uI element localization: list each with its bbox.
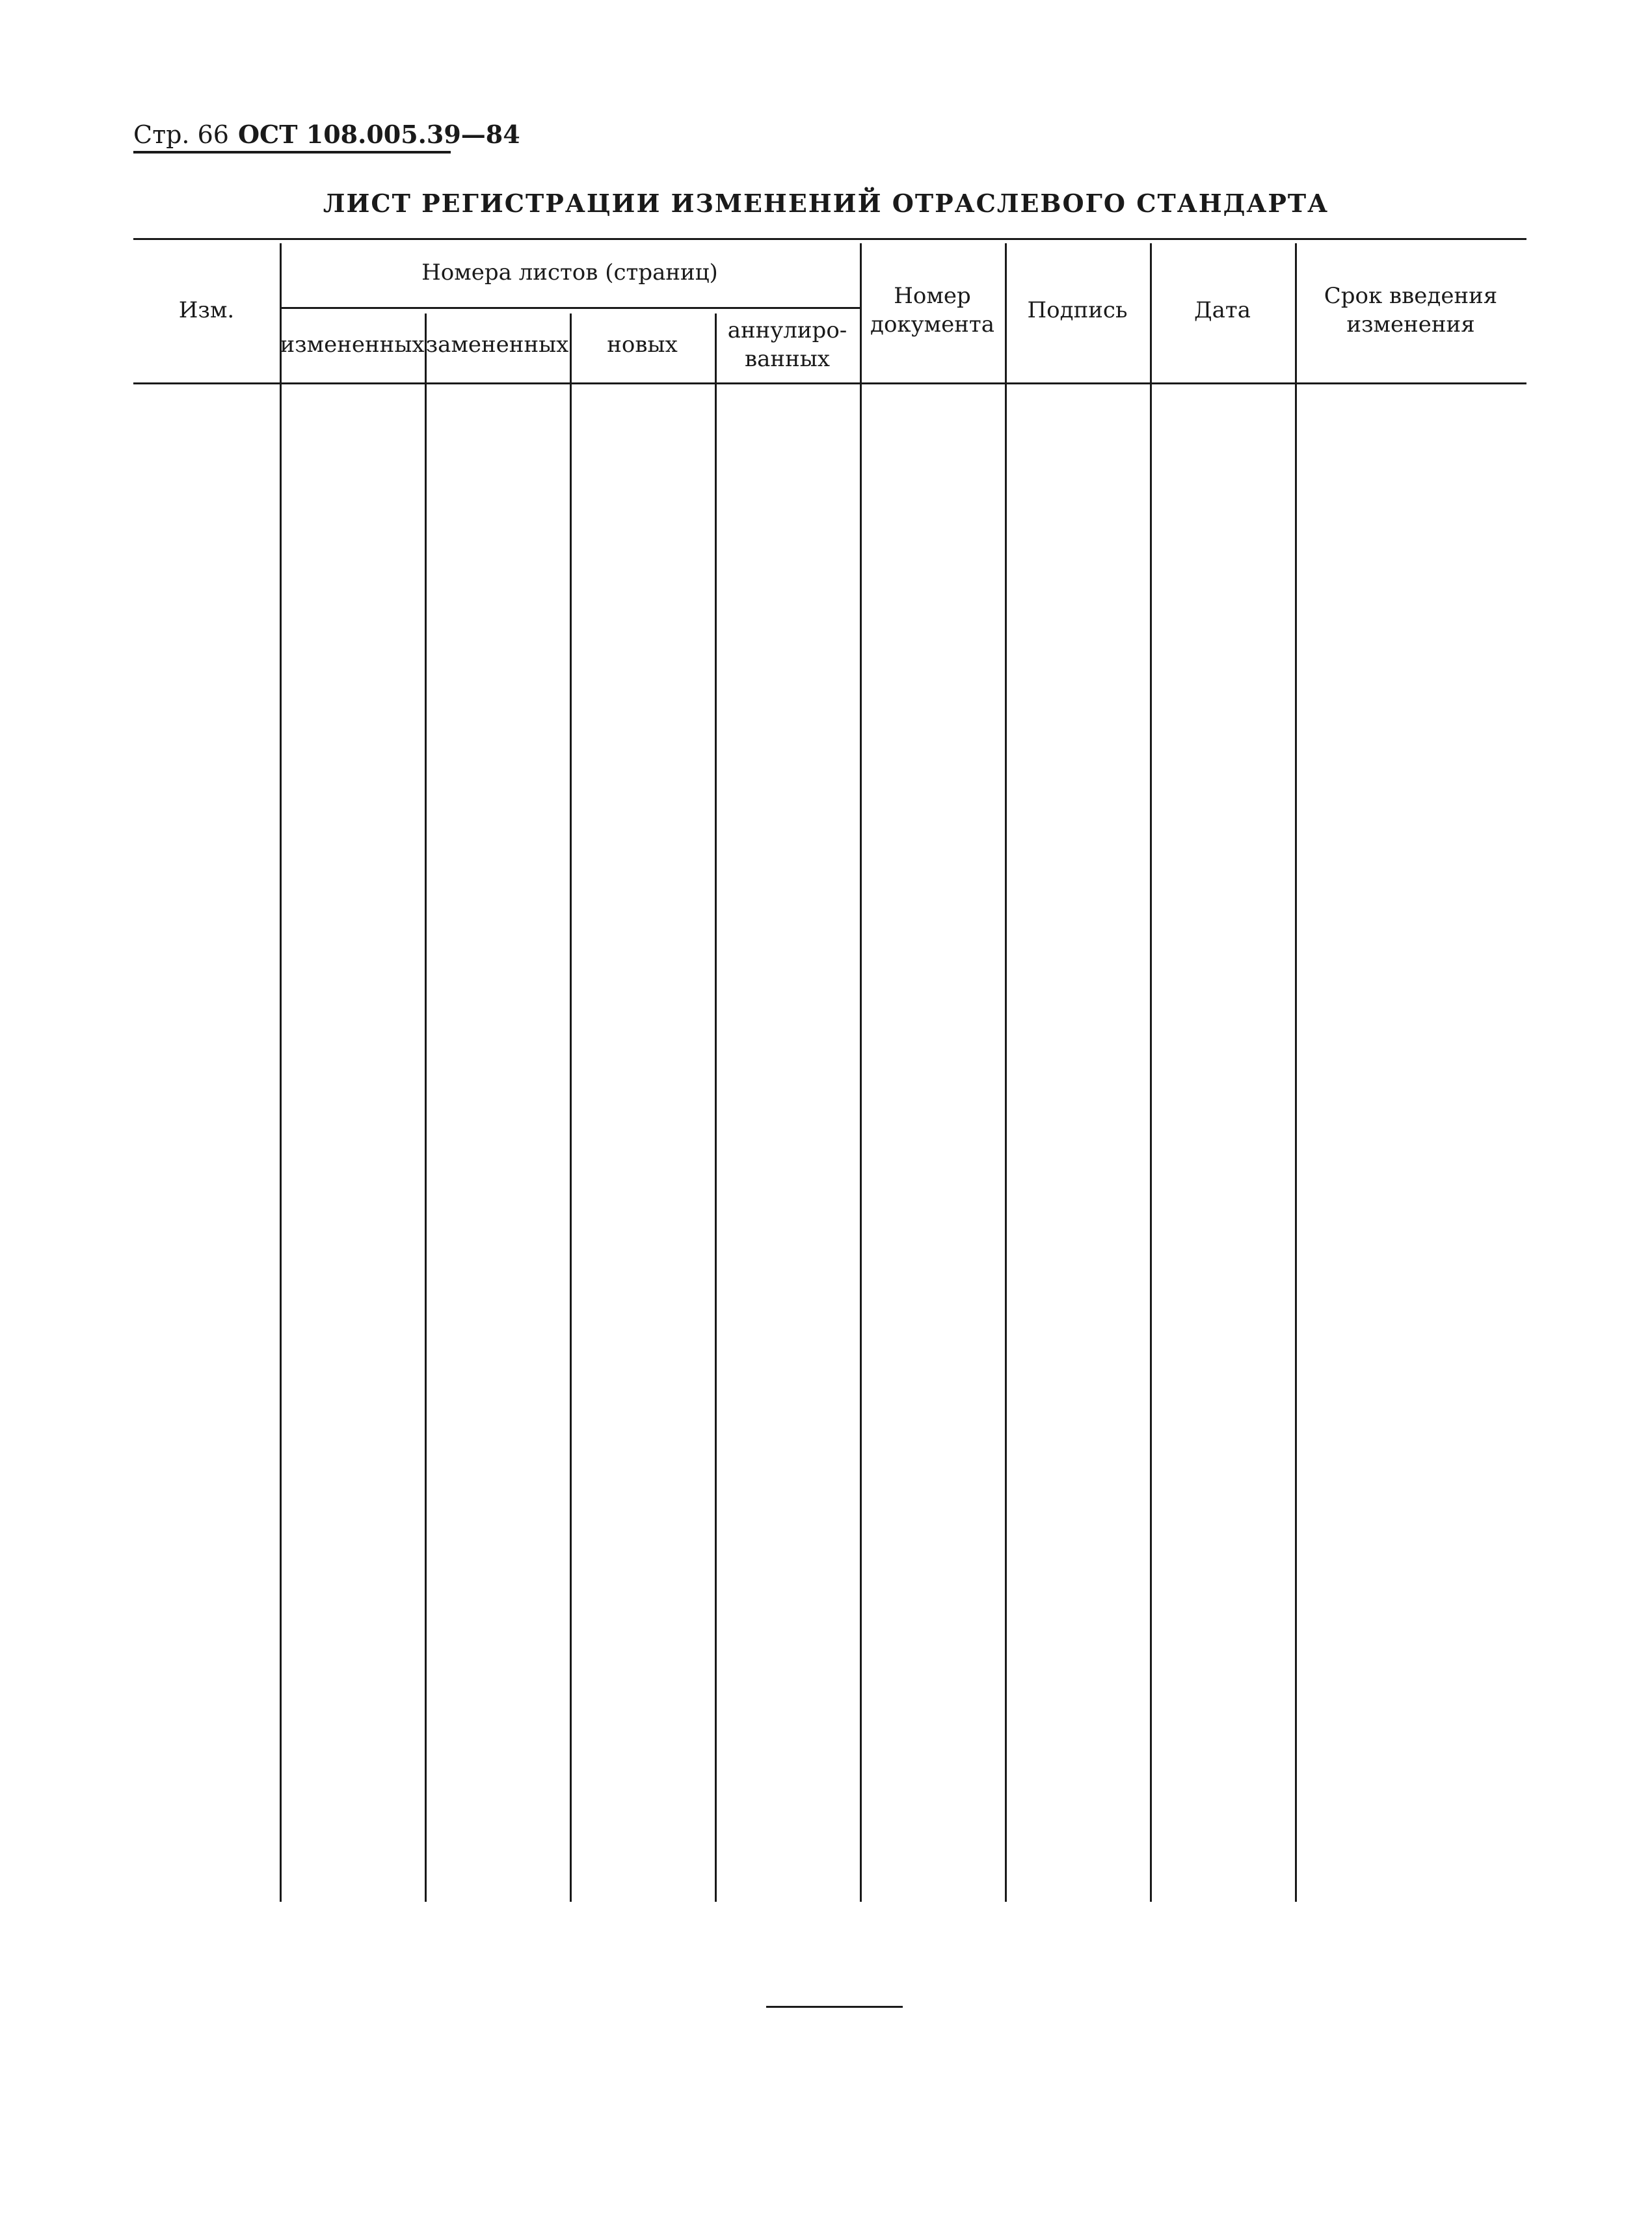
header-annulled-line1: аннулиро- [727, 317, 847, 343]
header-sheet-numbers-label: Номера листов (страниц) [421, 260, 718, 286]
header-changed [280, 307, 425, 382]
column-divider [1005, 243, 1007, 1902]
change-registration-table [133, 238, 1526, 1903]
column-divider [1295, 243, 1297, 1902]
header-annulled-line2: ванных [745, 346, 830, 372]
header-new [570, 307, 715, 382]
header-change-number [133, 238, 280, 382]
header-bottom-rule [133, 382, 1526, 384]
page-header [133, 118, 520, 151]
header-date-label: Дата [1194, 297, 1251, 323]
header-signature-label: Подпись [1027, 297, 1128, 323]
header-date [1150, 238, 1295, 382]
column-divider [715, 313, 717, 1902]
header-sheet-numbers-group [280, 238, 860, 307]
header-effective-date-line2: изменения [1346, 312, 1475, 338]
header-underline [133, 151, 451, 153]
header-change-number-label: Изм. [178, 297, 235, 323]
column-divider [1150, 243, 1152, 1902]
header-effective-date-line1: Срок введения [1324, 283, 1498, 309]
sheet-title: ЛИСТ РЕГИСТРАЦИИ ИЗМЕНЕНИЙ ОТРАСЛЕВОГО СТАНДАРТА [323, 189, 1329, 218]
column-divider [425, 313, 427, 1902]
header-replaced-label: замененных [425, 332, 569, 358]
column-divider [280, 243, 282, 1902]
header-changed-label: измененных [280, 332, 425, 358]
header-document-number-line1: Номер [894, 283, 971, 309]
column-divider [570, 313, 572, 1902]
header-annulled [715, 307, 860, 382]
header-effective-date [1295, 238, 1526, 382]
column-divider [860, 243, 862, 1902]
header-replaced [425, 307, 570, 382]
header-document-number [860, 238, 1005, 382]
header-document-number-line2: документа [870, 312, 994, 338]
header-signature [1005, 238, 1150, 382]
page-number: Стр. 66 [133, 120, 229, 149]
document-code: ОСТ 108.005.39—84 [237, 120, 520, 149]
header-new-label: новых [607, 332, 678, 358]
end-rule [766, 2006, 903, 2008]
